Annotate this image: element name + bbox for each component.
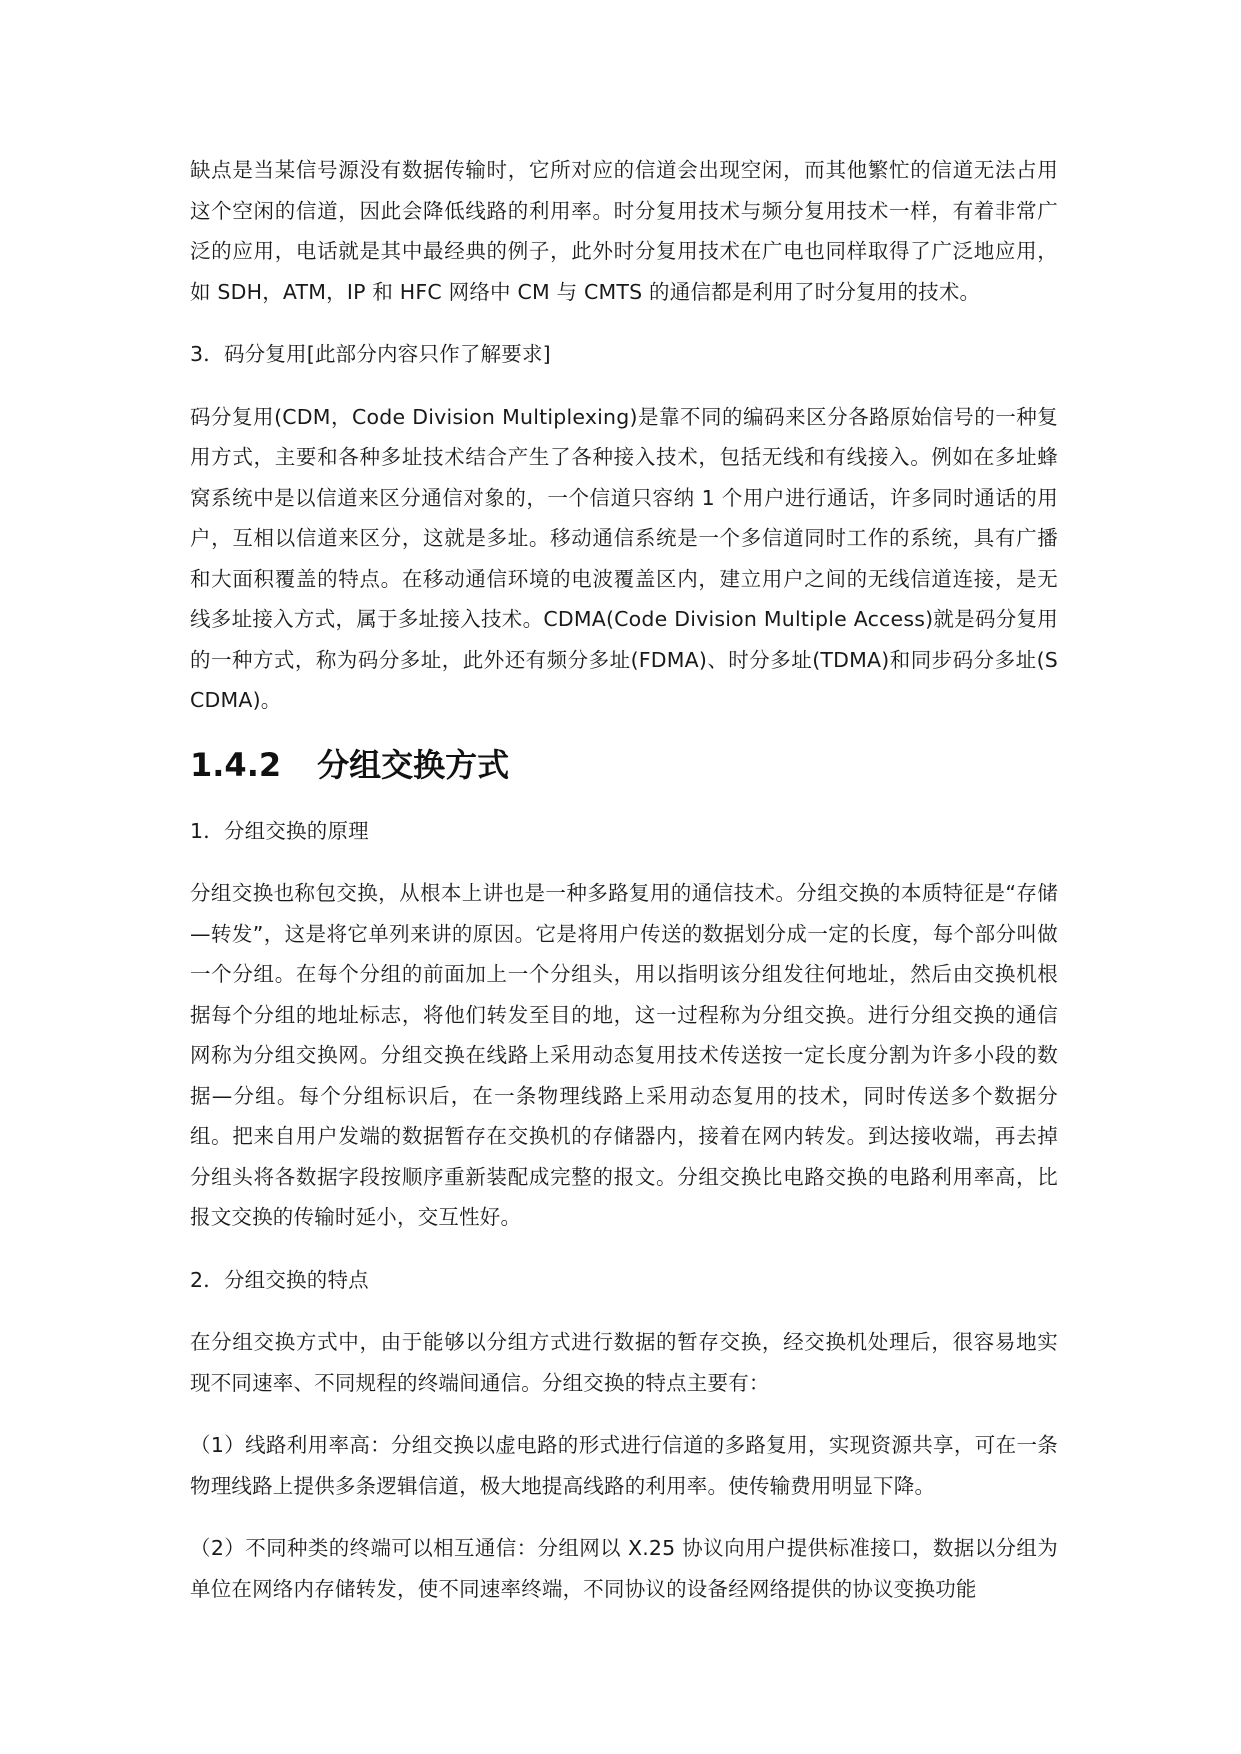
heading-packet-features: 2．分组交换的特点 [190, 1267, 369, 1292]
paragraph-cdm: 码分复用(CDM，Code Division Multiplexing)是靠不同的编码来区分各路原始信号的一种复用方式，主要和各种多址技术结合产生了各种接入技术，包括无线和有线接入。例如在多址蜂窝系统中是以信道来区分通信对象的，一个信道只容纳 1 个用户进行通话，许多同时通话的用户，互相以信道来区分，这就是多址。移动通信系统是一个多信道同时工作的系统，具有广播和大面积覆盖的特点。在移动通信环境的电波覆盖区内，建立用户之间的无线信道连接，是无线多址接入方式，属于多址接入技术。CDMA(Code Division Multiple Access)就是码分复用的一种方式，称为码分多址，此外还有频分多址(FDMA)、时分多址(TDMA)和同步码分多址(SCDMA)。 [190, 404, 1058, 712]
heading-code-division: 3．码分复用[此部分内容只作了解要求] [190, 342, 551, 366]
paragraph-packet-principle: 分组交换也称包交换，从根本上讲也是一种多路复用的通信技术。分组交换的本质特征是“存储—转发”，这是将它单列来讲的原因。它是将用户传送的数据划分成一定的长度，每个部分叫做一个分组。在每个分组的前面加上一个分组头，用以指明该分组发往何地址，然后由交换机根据每个分组的地址标志，将他们转发至目的地，这一过程称为分组交换。进行分组交换的通信网称为分组交换网。分组交换在线路上采用动态复用技术传送按一定长度分割为许多小段的数据—分组。每个分组标识后，在一条物理线路上采用动态复用的技术，同时传送多个数据分组。把来自用户发端的数据暂存在交换机的存储器内，接着在网内转发。到达接收端，再去掉分组头将各数据字段按顺序重新装配成完整的报文。分组交换比电路交换的电路利用率高，比报文交换的传输时延小，交互性好。 [190, 881, 1058, 1229]
page-content [190, 150, 1058, 1631]
section-title: 分组交换方式 [317, 745, 510, 784]
list-item-line-utilization: （1）线路利用率高：分组交换以虚电路的形式进行信道的多路复用，实现资源共享，可在一条物理线路上提供多条逻辑信道，极大地提高线路的利用率。使传输费用明显下降。 [190, 1433, 1058, 1498]
paragraph-packet-features: 在分组交换方式中，由于能够以分组方式进行数据的暂存交换，经交换机处理后，很容易地实现不同速率、不同规程的终端间通信。分组交换的特点主要有： [190, 1330, 1058, 1395]
section-number: 1.4.2 [190, 745, 282, 784]
heading-packet-principle: 1．分组交换的原理 [190, 818, 369, 843]
paragraph-tdm-drawbacks: 缺点是当某信号源没有数据传输时，它所对应的信道会出现空闲，而其他繁忙的信道无法占用这个空闲的信道，因此会降低线路的利用率。时分复用技术与频分复用技术一样，有着非常广泛的应用，电话就是其中最经典的例子，此外时分复用技术在广电也同样取得了广泛地应用，如 SDH，ATM，IP 和 HFC 网络中 CM 与 CMTS 的通信都是利用了时分复用的技术。 [190, 158, 1058, 304]
list-item-terminal-interop: （2）不同种类的终端可以相互通信：分组网以 X.25 协议向用户提供标准接口，数据以分组为单位在网络内存储转发，使不同速率终端，不同协议的设备经网络提供的协议变换功能 [190, 1536, 1058, 1601]
section-heading [190, 743, 1058, 787]
